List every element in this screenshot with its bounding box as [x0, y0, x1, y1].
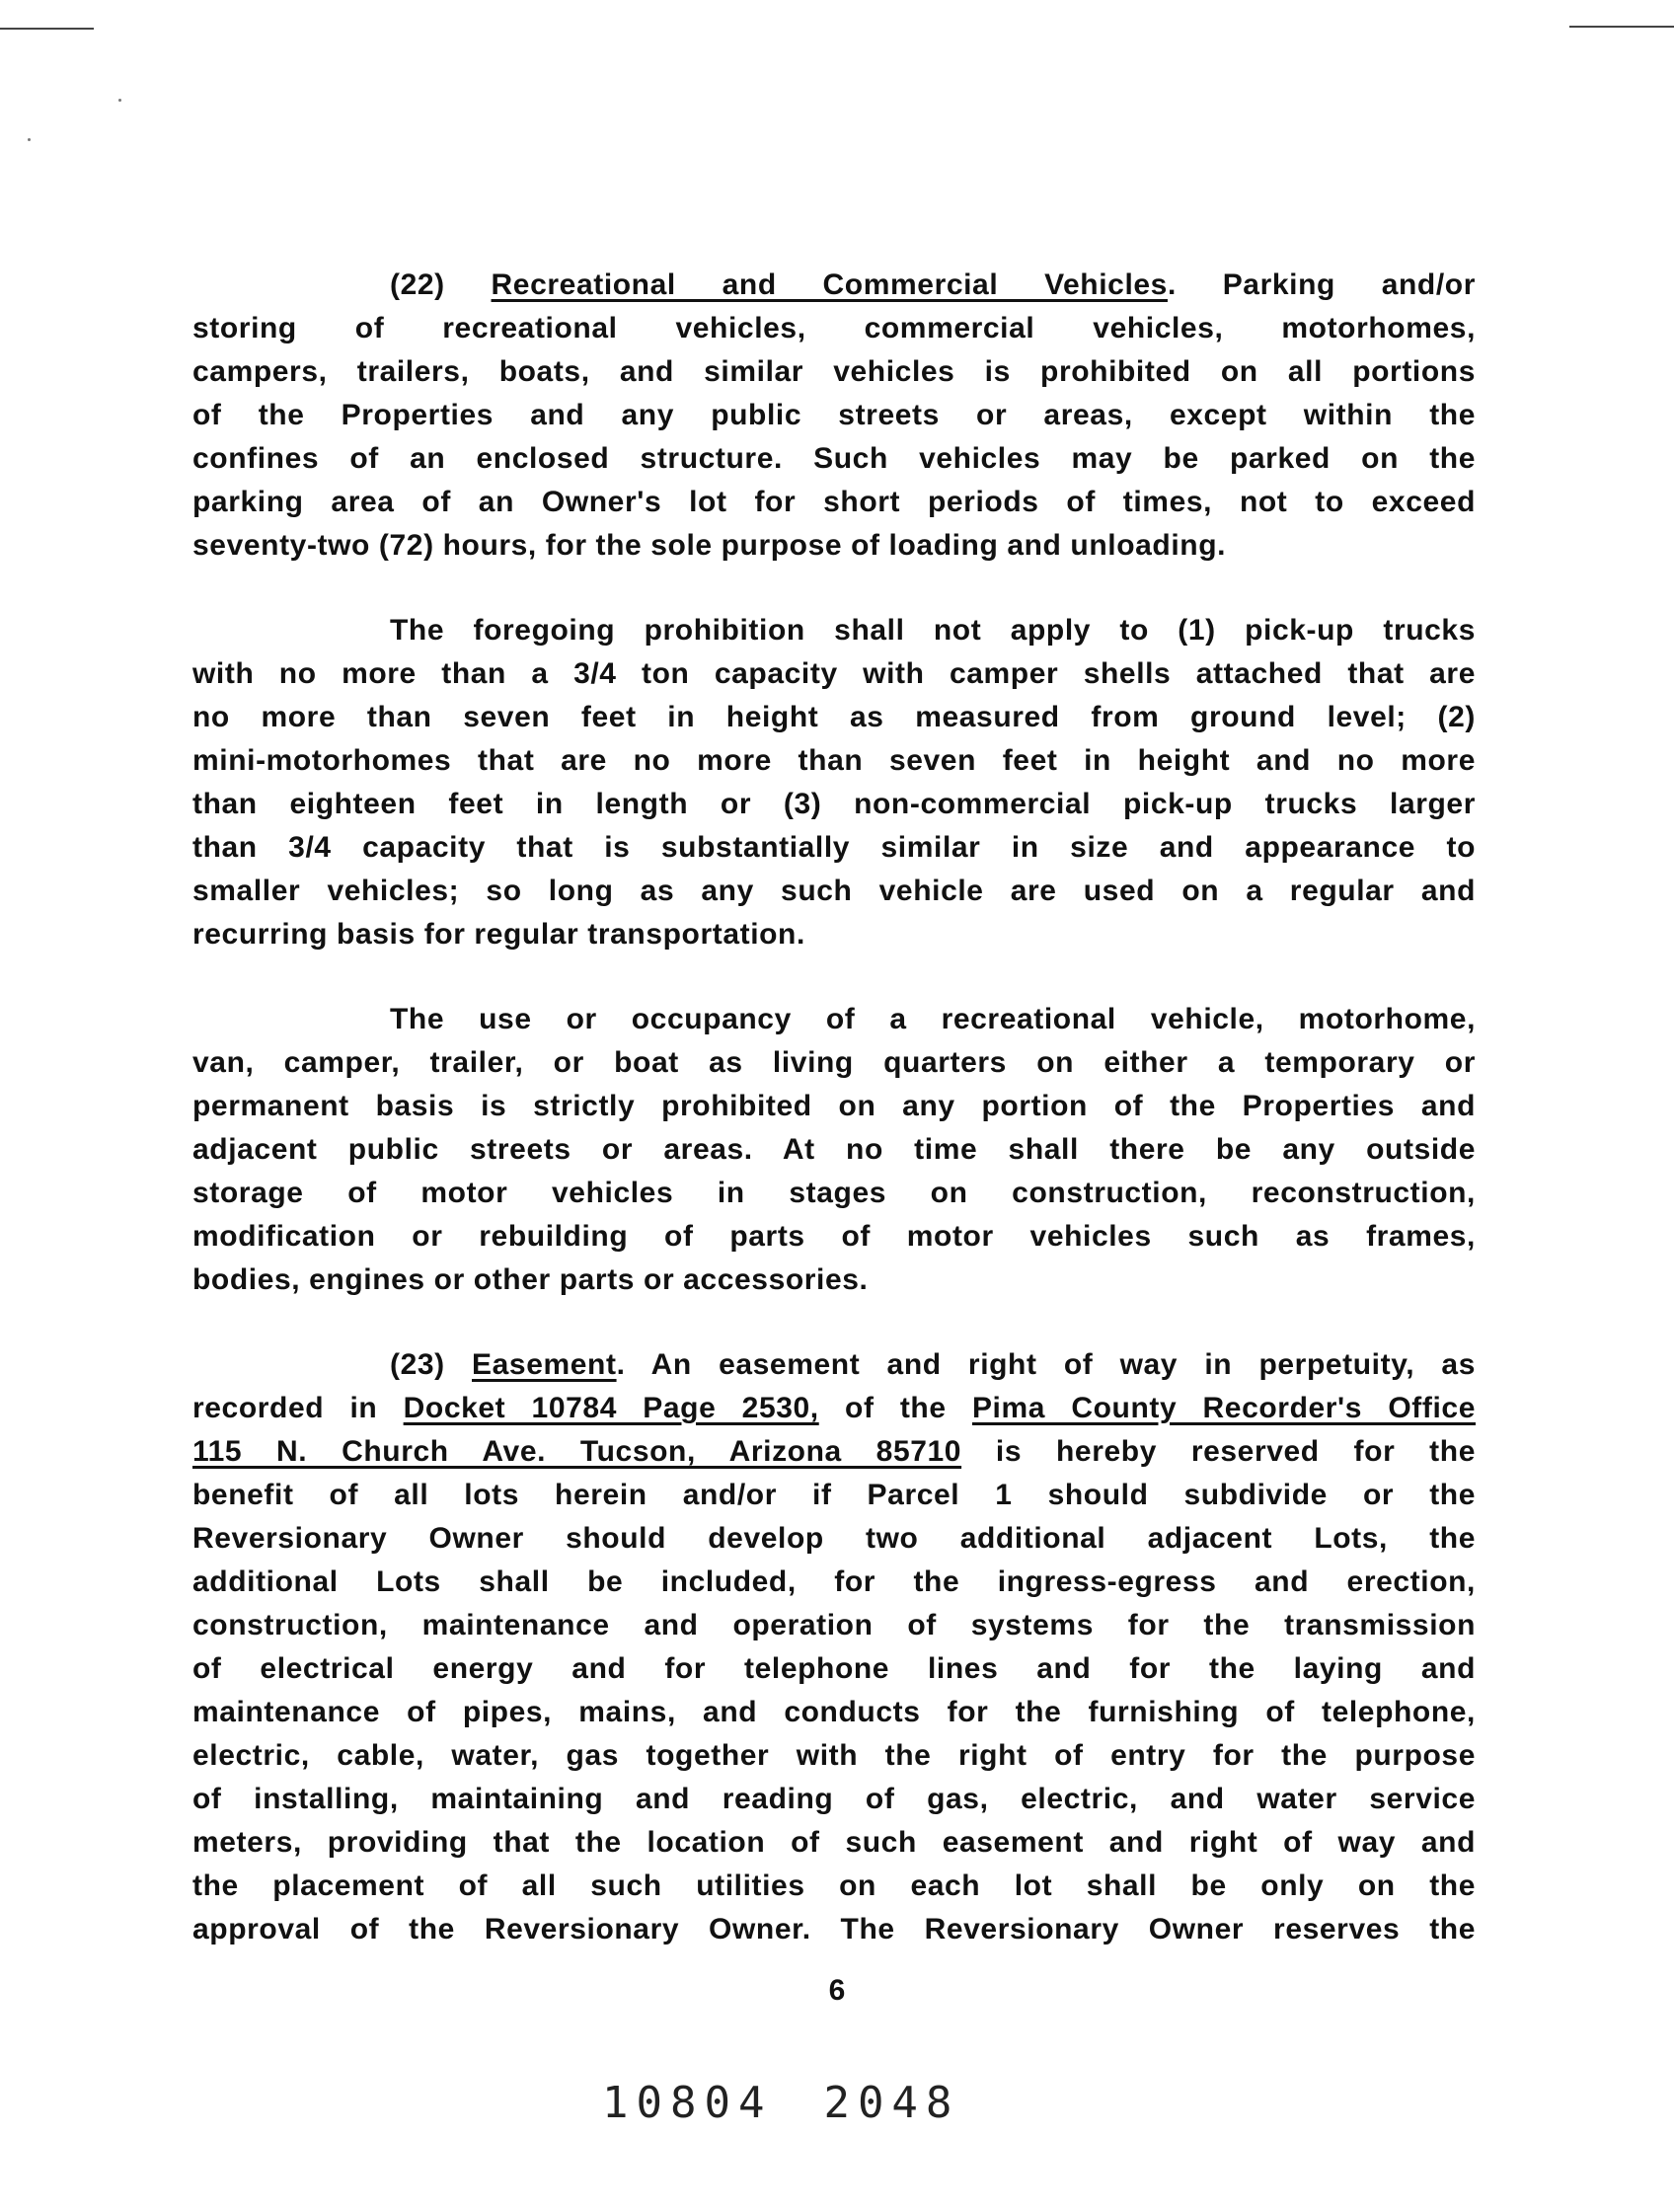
recorder-office-reference: Pima County Recorder's Office: [971, 1392, 1476, 1424]
paragraph-line: modification or rebuilding of parts of motor vehicles such as frames,: [192, 1220, 1476, 1253]
scan-speck: [28, 138, 31, 141]
paragraph-line: bodies, engines or other parts or accessories.: [192, 1263, 869, 1296]
paragraph-line: meters, providing that the location of such easement and right of way and: [192, 1826, 1476, 1859]
paragraph-line: no more than seven feet in height as measured from ground level; (2): [192, 701, 1476, 733]
paragraph-line: the placement of all such utilities on each lot shall be only on the: [192, 1869, 1476, 1902]
paragraph-line: The use or occupancy of a recreational vehicle, motorhome,: [390, 1003, 1476, 1035]
paragraph-line: adjacent public streets or areas. At no time shall there be any outside: [192, 1133, 1476, 1166]
paragraph-line: additional Lots shall be included, for the ingress-egress and erection,: [192, 1565, 1476, 1598]
section-heading-recreational-vehicles: Recreational and Commercial Vehicles: [491, 268, 1168, 301]
paragraph-23: [192, 1343, 1476, 1951]
paragraph-line: storage of motor vehicles in stages on construction, reconstruction,: [192, 1177, 1476, 1209]
paragraph-line: (23) Easement. An easement and right of way in perpetuity, as: [390, 1348, 1477, 1381]
paragraph-line: Reversionary Owner should develop two additional adjacent Lots, the: [192, 1522, 1476, 1555]
paragraph-line: The foregoing prohibition shall not apply to (1) pick-up trucks: [390, 614, 1476, 647]
paragraph-line: storing of recreational vehicles, commercial vehicles, motorhomes,: [192, 312, 1476, 344]
page-number: 6: [828, 1974, 846, 2007]
paragraph-line: with no more than a 3/4 ton capacity with camper shells attached that are: [192, 657, 1476, 690]
paragraph-line: (22) Recreational and Commercial Vehicles. Parking and/or: [390, 268, 1476, 301]
paragraph-line: electric, cable, water, gas together with the right of entry for the purpose: [192, 1739, 1476, 1772]
paragraph-line: recurring basis for regular transportation.: [192, 918, 805, 951]
recorder-office-address: 115 N. Church Ave. Tucson, Arizona 85710: [192, 1435, 962, 1468]
paragraph-line: benefit of all lots herein and/or if Parcel 1 should subdivide or the: [192, 1479, 1476, 1511]
scan-edge-mark-right: [1569, 26, 1674, 28]
docket-reference: Docket 10784 Page 2530,: [403, 1392, 819, 1424]
paragraph-exceptions: [192, 609, 1476, 956]
scan-edge-mark-left: [0, 28, 94, 30]
paragraph-line: recorded in Docket 10784 Page 2530, of the Pima County Recorder's Office: [192, 1392, 1476, 1424]
paragraph-line: confines of an enclosed structure. Such vehicles may be parked on the: [192, 442, 1476, 475]
paragraph-line: 115 N. Church Ave. Tucson, Arizona 85710 is hereby reserved for the: [192, 1435, 1476, 1468]
paragraph-line: construction, maintenance and operation of systems for the transmission: [192, 1609, 1476, 1641]
paragraph-line: smaller vehicles; so long as any such vehicle are used on a regular and: [192, 875, 1476, 907]
scan-speck: [118, 99, 121, 102]
paragraph-line: campers, trailers, boats, and similar vehicles is prohibited on all portions: [192, 355, 1476, 388]
paragraph-line: of installing, maintaining and reading of gas, electric, and water service: [192, 1783, 1476, 1815]
paragraph-line: seventy-two (72) hours, for the sole purpose of loading and unloading.: [192, 529, 1227, 562]
stamp-page-number: 2048: [823, 2078, 960, 2128]
paragraph-occupancy: [192, 998, 1476, 1302]
paragraph-line: parking area of an Owner's lot for short periods of times, not to exceed: [192, 486, 1476, 518]
paragraph-line: maintenance of pipes, mains, and conducts for the furnishing of telephone,: [192, 1696, 1476, 1728]
paragraph-line: van, camper, trailer, or boat as living quarters on either a temporary or: [192, 1046, 1476, 1079]
paragraph-line: approval of the Reversionary Owner. The Reversionary Owner reserves the: [192, 1913, 1476, 1945]
paragraph-line: permanent basis is strictly prohibited on any portion of the Properties and: [192, 1090, 1476, 1122]
paragraph-line: of electrical energy and for telephone lines and for the laying and: [192, 1652, 1476, 1685]
recording-stamp: [602, 2078, 1011, 2128]
paragraph-22: [192, 264, 1476, 568]
section-heading-easement: Easement: [472, 1348, 617, 1381]
paragraph-line: than eighteen feet in length or (3) non-commercial pick-up trucks larger: [192, 788, 1476, 820]
stamp-docket-number: 10804: [602, 2078, 773, 2128]
paragraph-line: of the Properties and any public streets or areas, except within the: [192, 399, 1476, 431]
paragraph-line: mini-motorhomes that are no more than seven feet in height and no more: [192, 744, 1476, 777]
paragraph-line: than 3/4 capacity that is substantially similar in size and appearance to: [192, 831, 1476, 864]
